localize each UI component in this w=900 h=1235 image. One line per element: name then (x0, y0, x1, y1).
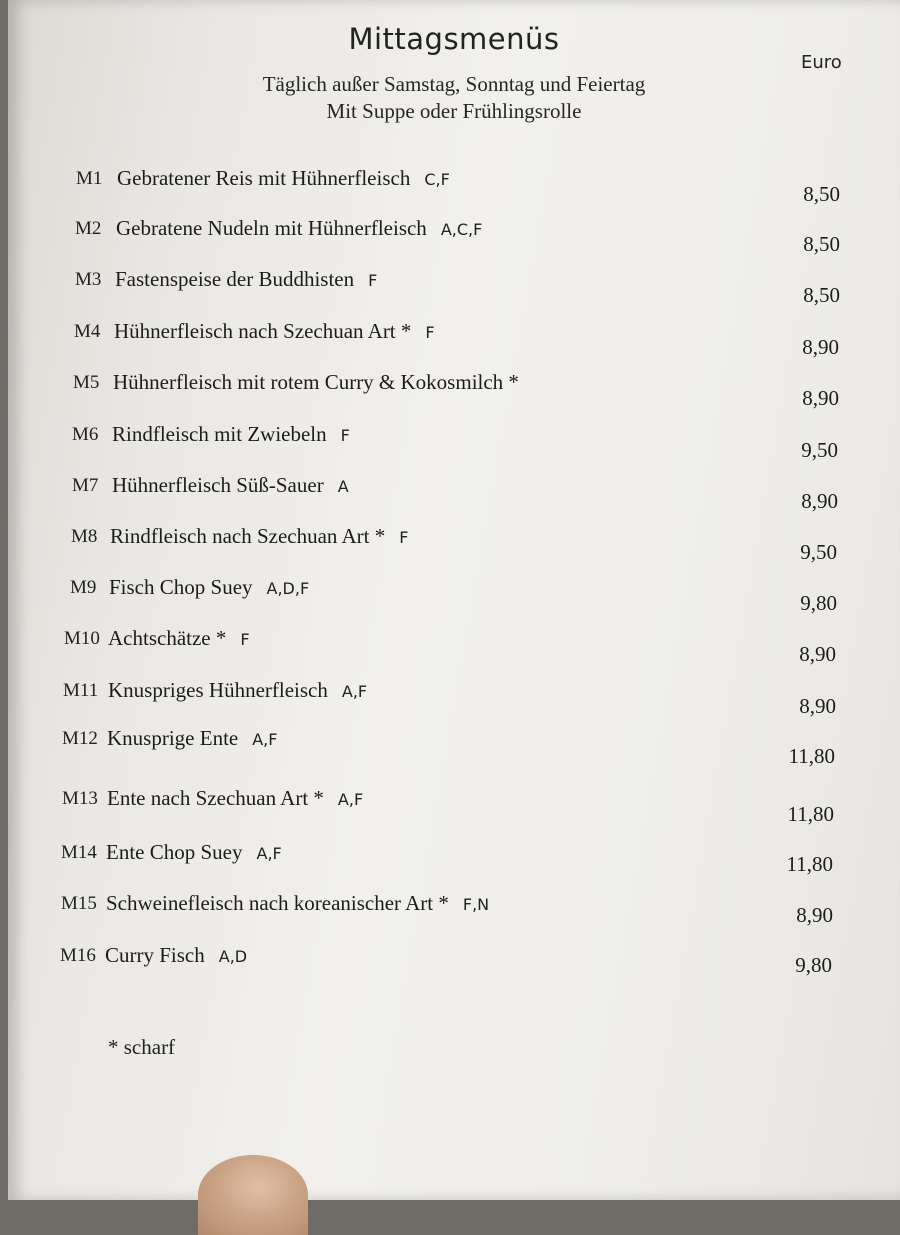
menu-item-name: Gebratene Nudeln mit Hühnerfleisch (116, 216, 427, 240)
menu-item-name-wrap (105, 943, 247, 968)
menu-item-m13 (8, 788, 900, 828)
menu-item-price: 11,80 (788, 744, 835, 768)
menu-item-allergens: A,D (218, 947, 248, 966)
menu-item-name-wrap (108, 626, 250, 651)
menu-item-name-wrap (117, 166, 450, 191)
menu-item-name-wrap (108, 678, 367, 703)
menu-item-code: M3 (75, 269, 102, 290)
menu-item-code: M9 (70, 577, 97, 598)
menu-item-price: 11,80 (787, 802, 834, 826)
menu-item-name-wrap (106, 840, 282, 865)
menu-item-price: 8,90 (802, 386, 839, 410)
currency-label: Euro (801, 52, 842, 73)
menu-item-allergens: F (240, 630, 250, 649)
menu-item-name: Hühnerfleisch mit rotem Curry & Kokosmilch * (113, 370, 519, 394)
menu-item-price: 8,90 (801, 489, 838, 513)
menu-item-name: Achtschätze * (108, 626, 227, 650)
menu-item-name: Knuspriges Hühnerfleisch (108, 678, 328, 702)
menu-item-name-wrap (107, 726, 277, 751)
menu-item-allergens: F,N (462, 895, 490, 914)
menu-item-name-wrap (106, 891, 489, 916)
menu-item-m2 (8, 218, 900, 258)
menu-item-price: 9,50 (801, 438, 838, 462)
menu-page (8, 0, 900, 1200)
menu-item-allergens: F (340, 426, 350, 445)
menu-item-name: Hühnerfleisch nach Szechuan Art * (114, 319, 412, 343)
menu-item-code: M12 (62, 728, 98, 749)
menu-item-m15 (8, 893, 900, 933)
menu-item-name: Ente Chop Suey (106, 840, 243, 864)
menu-item-name: Fastenspeise der Buddhisten (115, 267, 355, 291)
menu-item-allergens: A,F (252, 730, 278, 749)
menu-item-code: M5 (73, 372, 100, 393)
menu-item-name-wrap (109, 575, 309, 600)
menu-item-name: Rindfleisch mit Zwiebeln (112, 422, 327, 446)
menu-item-name-wrap (112, 422, 350, 447)
menu-item-price: 8,50 (803, 232, 840, 256)
menu-item-name-wrap (112, 473, 349, 498)
menu-item-name-wrap (107, 786, 363, 811)
menu-item-price: 8,90 (799, 694, 836, 718)
menu-item-code: M2 (75, 218, 102, 239)
menu-item-price: 9,80 (795, 953, 832, 977)
menu-item-code: M16 (60, 945, 96, 966)
menu-item-price: 9,80 (800, 591, 837, 615)
menu-item-code: M11 (63, 680, 99, 701)
menu-item-code: M7 (72, 475, 99, 496)
menu-item-allergens: C,F (424, 170, 450, 189)
menu-item-name: Fisch Chop Suey (109, 575, 253, 599)
menu-item-m5 (8, 372, 900, 412)
menu-item-allergens: A,F (337, 790, 364, 809)
menu-item-m4 (8, 321, 900, 361)
menu-item-name-wrap (110, 524, 408, 549)
menu-item-price: 8,90 (799, 642, 836, 666)
menu-item-m3 (8, 269, 900, 309)
menu-item-m6 (8, 424, 900, 464)
menu-item-allergens: A,D,F (266, 579, 310, 598)
menu-item-m14 (8, 842, 900, 882)
menu-item-name: Rindfleisch nach Szechuan Art * (110, 524, 386, 548)
menu-item-code: M14 (61, 842, 97, 863)
menu-item-code: M8 (71, 526, 98, 547)
menu-item-name-wrap (113, 370, 533, 395)
menu-item-name-wrap (114, 319, 435, 344)
menu-item-code: M6 (72, 424, 99, 445)
menu-item-code: M13 (62, 788, 98, 809)
menu-item-code: M10 (64, 628, 100, 649)
menu-item-m11 (8, 680, 900, 720)
menu-item-code: M1 (76, 168, 103, 189)
menu-item-name-wrap (116, 216, 482, 241)
menu-subtitle-days: Täglich außer Samstag, Sonntag und Feiertag (262, 72, 646, 96)
menu-item-name: Knusprige Ente (107, 726, 239, 750)
menu-item-name: Gebratener Reis mit Hühnerfleisch (117, 166, 411, 190)
menu-item-allergens: F (399, 528, 409, 547)
menu-item-allergens: A,F (256, 844, 282, 863)
menu-item-allergens: A,F (341, 682, 368, 701)
menu-item-name-wrap (115, 267, 377, 292)
menu-item-name: Schweinefleisch nach koreanischer Art * (106, 891, 449, 915)
menu-item-name: Hühnerfleisch Süß-Sauer (112, 473, 324, 497)
menu-item-allergens: F (368, 271, 378, 290)
menu-item-m16 (8, 945, 900, 985)
menu-item-m9 (8, 577, 900, 617)
menu-item-price: 8,90 (802, 335, 839, 359)
menu-item-price: 8,90 (796, 903, 833, 927)
menu-subtitle-included: Mit Suppe oder Frühlingsrolle (326, 99, 582, 123)
menu-title: Mittagsmenüs (348, 22, 560, 56)
menu-item-allergens: A,C,F (440, 220, 483, 239)
menu-item-m1 (8, 168, 900, 208)
menu-item-m8 (8, 526, 900, 566)
menu-item-m12 (8, 728, 900, 768)
menu-item-price: 8,50 (803, 283, 840, 307)
finger-photo-artifact (198, 1155, 308, 1235)
menu-item-allergens: A (337, 477, 349, 496)
menu-item-allergens: F (425, 323, 435, 342)
menu-item-price: 11,80 (786, 852, 833, 876)
menu-item-m7 (8, 475, 900, 515)
menu-item-price: 9,50 (800, 540, 837, 564)
menu-item-price: 8,50 (803, 182, 840, 206)
footnote-spicy: * scharf (108, 1035, 176, 1059)
menu-item-m10 (8, 628, 900, 668)
menu-item-code: M4 (74, 321, 101, 342)
menu-item-name: Curry Fisch (105, 943, 205, 967)
menu-item-name: Ente nach Szechuan Art * (107, 786, 324, 810)
menu-item-code: M15 (61, 893, 97, 914)
